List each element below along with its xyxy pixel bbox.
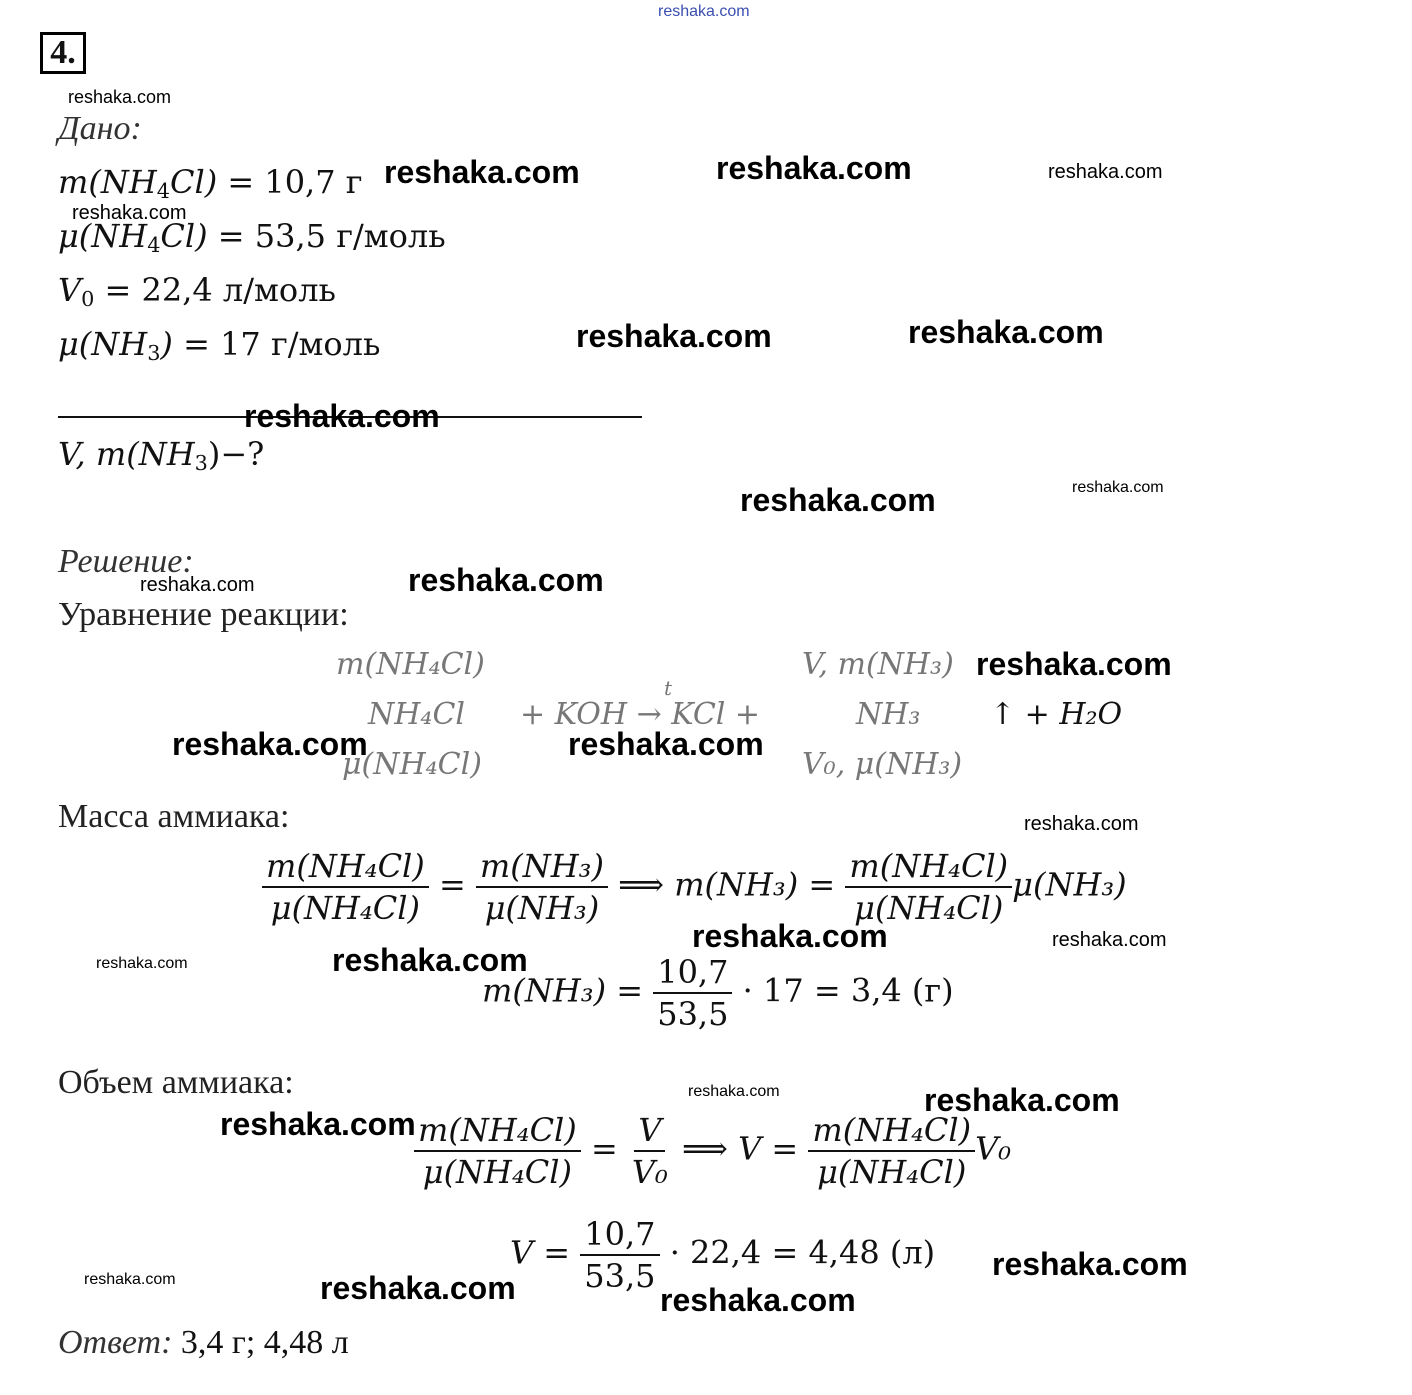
watermark: reshaka.com — [320, 1270, 516, 1306]
reaction-above-right: V, m(NH₃) — [802, 647, 954, 682]
watermark: reshaka.com — [658, 3, 750, 20]
watermark: reshaka.com — [1048, 161, 1163, 183]
volume-caption: Объем аммиака: — [58, 1064, 294, 1101]
mass-formula: $\frac{\text{m(NH₄Cl)}}{\text{μ(NH₄Cl)}}$ = $\frac{\text{m(NH₃)}}{\text{μ(NH₃)}}$ ⟹ m(NH₃) = $\frac{\text{m(NH₄Cl)}}{\text{μ(NH₄Cl)}}$ μ(NH₃) — [262, 850, 1127, 924]
watermark: reshaka.com — [220, 1106, 416, 1142]
watermark: reshaka.com — [68, 87, 172, 107]
watermark: reshaka.com — [140, 574, 255, 596]
answer-line: Ответ: 3,4 г; 4,48 л — [58, 1324, 349, 1361]
task-number: 4. — [40, 32, 86, 74]
reaction-below-right: V₀, μ(NH₃) — [802, 747, 963, 782]
given-line-2: $\mu(NH_4Cl) = 53,5$ г/моль — [58, 217, 446, 258]
watermark: reshaka.com — [172, 726, 368, 762]
watermark: reshaka.com — [692, 918, 888, 954]
watermark: reshaka.com — [384, 154, 580, 190]
reaction-caption: Уравнение реакции: — [58, 596, 349, 633]
watermark: reshaka.com — [332, 942, 528, 978]
given-heading: Дано: — [58, 110, 142, 147]
watermark: reshaka.com — [716, 150, 912, 186]
reaction-tail: ↑ + H₂O — [990, 697, 1123, 732]
watermark: reshaka.com — [244, 398, 440, 434]
volume-calculation: V = $\frac{10,7}{53,5}$ · 22,4 = 4,48 (л) — [510, 1215, 936, 1295]
watermark: reshaka.com — [992, 1246, 1188, 1282]
watermark: reshaka.com — [976, 646, 1172, 682]
watermark: reshaka.com — [96, 955, 188, 972]
given-line-3: $V_0 = 22,4$ л/моль — [58, 271, 336, 312]
watermark: reshaka.com — [740, 482, 936, 518]
watermark: reshaka.com — [576, 318, 772, 354]
reaction-arrow-label: t — [664, 676, 673, 700]
watermark: reshaka.com — [408, 562, 604, 598]
watermark: reshaka.com — [1052, 929, 1167, 951]
watermark: reshaka.com — [84, 1271, 176, 1288]
reaction-middle: + KOH → KCl + — [520, 697, 761, 732]
watermark: reshaka.com — [688, 1083, 780, 1100]
reaction-below-left: μ(NH₄Cl) — [342, 747, 482, 782]
watermark: reshaka.com — [72, 202, 187, 224]
volume-formula: $\frac{\text{m(NH₄Cl)}}{\text{μ(NH₄Cl)}}$ = $\frac{V}{\text{V₀}}$ ⟹ V = $\frac{\text{m(NH₄Cl)}}{\text{μ(NH₄Cl)}}$ V₀ — [414, 1114, 1011, 1188]
solution-heading: Решение: — [58, 543, 194, 580]
watermark: reshaka.com — [1024, 813, 1139, 835]
find-line: V, $m(NH_3)-$? — [58, 435, 265, 476]
given-line-4: $\mu(NH_3) = 17$ г/моль — [58, 325, 381, 366]
given-line-1: $m(NH_4Cl) = 10,7$ г — [58, 163, 363, 204]
reaction-above-left: m(NH₄Cl) — [336, 647, 485, 682]
mass-calculation: m(NH₃) = $\frac{10,7}{53,5}$ · 17 = 3,4 (г) — [482, 953, 954, 1033]
reaction-product: NH₃ — [856, 697, 921, 732]
watermark: reshaka.com — [908, 314, 1104, 350]
watermark: reshaka.com — [1072, 479, 1164, 496]
reaction-reactant: NH₄Cl — [368, 697, 465, 732]
watermark: reshaka.com — [924, 1082, 1120, 1118]
watermark: reshaka.com — [660, 1282, 856, 1318]
watermark: reshaka.com — [568, 726, 764, 762]
mass-caption: Масса аммиака: — [58, 798, 290, 835]
